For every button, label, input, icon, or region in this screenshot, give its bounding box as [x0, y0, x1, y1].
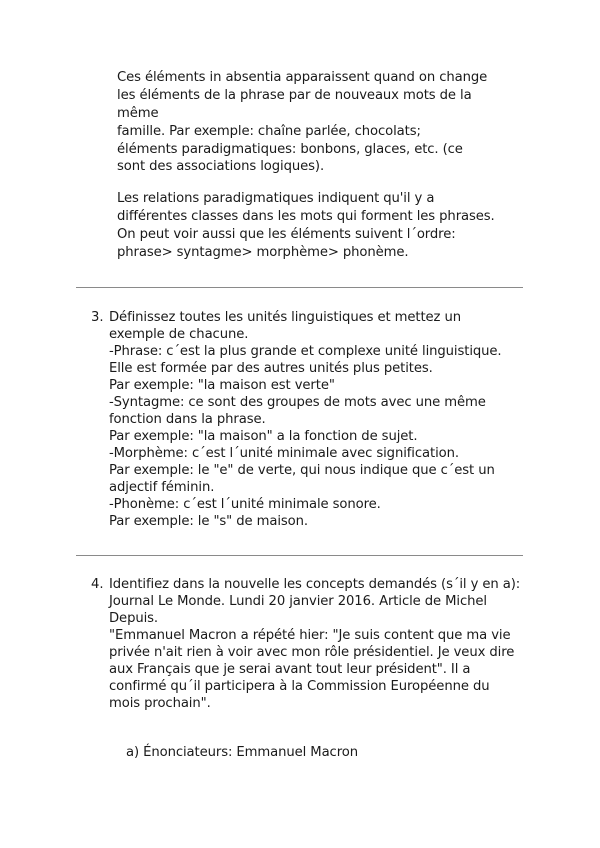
- text-line: -Phonème: c´est l´unité minimale sonore.: [109, 497, 381, 512]
- text-line: -Phrase: c´est la plus grande et complexe unité linguistique.: [109, 344, 502, 359]
- text-line: Définissez toutes les unités linguistiques et mettez un: [109, 310, 461, 325]
- text-line: les éléments de la phrase par de nouveaux mots de la: [117, 88, 472, 103]
- sub-answer-a: a) Énonciateurs: Emmanuel Macron: [126, 745, 358, 760]
- text-line: "Emmanuel Macron a répété hier: "Je suis content que ma vie: [109, 628, 511, 643]
- text-line: confirmé qu´il participera à la Commission Européenne du: [109, 679, 490, 694]
- question-number: 3.: [91, 310, 104, 325]
- text-line: même: [117, 106, 159, 121]
- text-line: -Syntagme: ce sont des groupes de mots avec une même: [109, 395, 486, 410]
- text-line: Les relations paradigmatiques indiquent qu'il y a: [117, 191, 435, 206]
- text-line: phrase> syntagme> morphème> phonème.: [117, 245, 409, 260]
- question-number: 4.: [91, 577, 104, 592]
- text-line: différentes classes dans les mots qui forment les phrases.: [117, 209, 495, 224]
- text-line: Par exemple: "la maison" a la fonction de sujet.: [109, 429, 418, 444]
- text-line: Depuis.: [109, 611, 159, 626]
- text-line: privée n'ait rien à voir avec mon rôle présidentiel. Je veux dire: [109, 645, 515, 660]
- text-line: On peut voir aussi que les éléments suivent l´ordre:: [117, 227, 456, 242]
- text-line: -Morphème: c´est l´unité minimale avec signification.: [109, 446, 459, 461]
- text-line: éléments paradigmatiques: bonbons, glaces, etc. (ce: [117, 142, 463, 157]
- text-line: Par exemple: le "e" de verte, qui nous indique que c´est un: [109, 463, 495, 478]
- text-line: Par exemple: "la maison est verte": [109, 378, 335, 393]
- text-line: sont des associations logiques).: [117, 159, 325, 174]
- text-line: mois prochain".: [109, 696, 211, 711]
- text-line: famille. Par exemple: chaîne parlée, chocolats;: [117, 124, 421, 139]
- divider-line: [76, 287, 523, 288]
- text-line: fonction dans la phrase.: [109, 412, 266, 427]
- text-line: adjectif féminin.: [109, 480, 215, 495]
- text-line: Par exemple: le "s" de maison.: [109, 514, 308, 529]
- text-line: aux Français que je serai avant tout leur président". Il a: [109, 662, 471, 677]
- divider-line: [76, 555, 523, 556]
- text-line: Identifiez dans la nouvelle les concepts demandés (s´il y en a):: [109, 577, 521, 592]
- text-line: exemple de chacune.: [109, 327, 249, 342]
- text-line: Ces éléments in absentia apparaissent quand on change: [117, 70, 488, 85]
- text-line: Elle est formée par des autres unités plus petites.: [109, 361, 433, 376]
- text-line: Journal Le Monde. Lundi 20 janvier 2016. Article de Michel: [109, 594, 487, 609]
